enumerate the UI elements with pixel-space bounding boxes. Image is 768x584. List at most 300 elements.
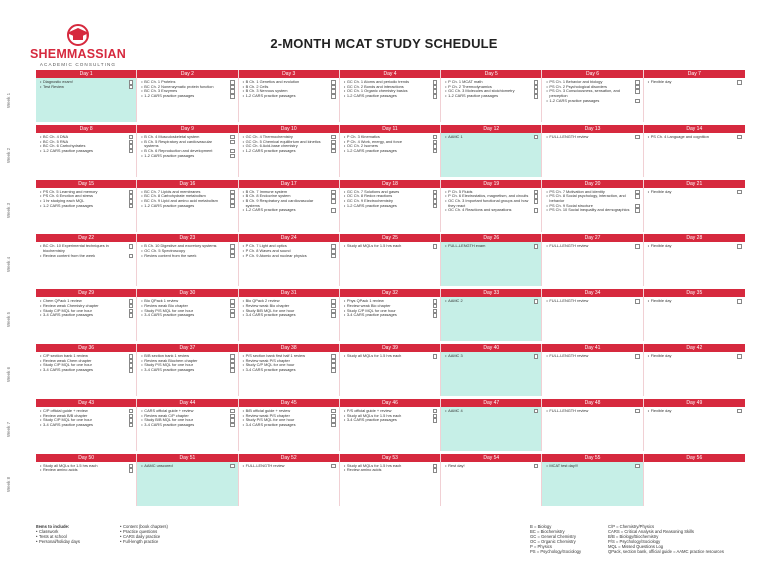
task-item xyxy=(648,409,732,414)
day-cell xyxy=(644,70,745,122)
task-checkbox[interactable] xyxy=(331,199,336,204)
task-checkbox[interactable] xyxy=(129,368,134,373)
task-item xyxy=(344,313,427,318)
task-text: Review weak Chem chapter xyxy=(43,357,92,363)
task-text: 1-2 CARS practice passages xyxy=(144,93,195,99)
task-checkbox[interactable] xyxy=(129,244,134,249)
task-text: B Ch. 2 Cells xyxy=(245,83,269,89)
task-text: OC Ch. 1 Organic chemistry basics xyxy=(346,88,408,94)
day-header: Day 46 xyxy=(340,399,440,407)
task-text: 3-4 CARS practice passages xyxy=(144,421,195,427)
task-checkbox[interactable] xyxy=(433,94,438,99)
day-header: Day 25 xyxy=(340,234,440,242)
day-cell xyxy=(542,399,643,451)
day-cell xyxy=(340,344,441,396)
task-checkbox[interactable] xyxy=(433,204,438,209)
task-checkbox[interactable] xyxy=(129,204,134,209)
task-list xyxy=(340,352,440,359)
task-text: Review weak Bio chapter xyxy=(346,302,391,308)
week-label: Week 8 xyxy=(6,476,11,492)
task-checkbox[interactable] xyxy=(129,85,134,90)
task-checkbox[interactable] xyxy=(129,254,134,259)
task-text: 3-4 CARS practice passages xyxy=(43,367,93,373)
day-cell xyxy=(36,399,137,451)
task-checkbox[interactable] xyxy=(433,244,438,249)
task-checkbox[interactable] xyxy=(635,89,640,94)
task-text: Review amino acids xyxy=(346,467,382,473)
task-text: Rest day! xyxy=(448,462,465,468)
task-list xyxy=(644,133,745,140)
task-list xyxy=(36,188,136,209)
day-cell xyxy=(542,454,643,506)
task-text: B Ch. 9 Respiratory and cardiovascular systems xyxy=(245,198,314,208)
abbreviation-item: B/B = Biology/Biochemistry xyxy=(608,534,659,540)
task-text: Diagnostic exam! xyxy=(43,79,73,84)
task-text: GC Ch. 9 Electrochemistry xyxy=(346,198,393,203)
task-text: GC Ch. 6 Acid-base chemistry xyxy=(245,143,298,149)
task-text: P Ch. 8 Waves and sound xyxy=(245,248,291,254)
task-item xyxy=(40,149,123,154)
task-checkbox[interactable] xyxy=(737,409,742,414)
task-item xyxy=(40,85,123,90)
task-text: P Ch. 1 MCAT math xyxy=(448,79,483,84)
task-item xyxy=(445,244,528,249)
task-list xyxy=(542,78,642,104)
task-text: Phys QPack 1 review xyxy=(346,298,384,304)
task-list xyxy=(239,188,339,214)
task-text: BC Ch. 2 Nonenzymatic protein function xyxy=(144,83,214,89)
task-text: 1-2 CARS practice passages xyxy=(448,93,499,99)
day-header: Day 41 xyxy=(542,344,642,352)
task-text: BC Ch. 6 Carbohydrates xyxy=(43,143,86,149)
abbreviation-item: P = Physics xyxy=(530,544,552,550)
day-header: Day 29 xyxy=(36,289,136,297)
task-item xyxy=(445,299,528,304)
task-list xyxy=(441,133,541,140)
task-text: Study C/P MQL for one hour xyxy=(43,307,92,313)
task-list xyxy=(644,462,745,464)
task-text: AAMC 1 xyxy=(448,133,463,139)
brand-subtitle: ACADEMIC CONSULTING xyxy=(39,62,117,67)
week-row xyxy=(36,125,745,177)
task-checkbox[interactable] xyxy=(635,194,640,199)
task-text: PS Ch. 10 Social inequality and demographics xyxy=(549,207,630,213)
task-list xyxy=(644,242,745,249)
day-cell xyxy=(239,180,340,232)
task-text: Flexible day xyxy=(650,407,672,413)
task-text: Study all MQLs for 1.5 hrs each xyxy=(346,462,402,468)
task-list xyxy=(36,462,136,473)
task-item xyxy=(344,149,427,154)
task-list xyxy=(340,188,440,209)
task-list xyxy=(137,188,237,209)
task-text: BC Ch. 10 Experimental techniques in biochemistry xyxy=(43,243,109,254)
task-checkbox[interactable] xyxy=(230,140,235,145)
task-checkbox[interactable] xyxy=(534,354,539,359)
task-text: P Ch. 3 Kinematics xyxy=(346,133,380,139)
task-text: GC Ch. 1 Atoms and periodic trends xyxy=(346,79,410,84)
task-text: OC Ch. 5 Spectroscopy xyxy=(144,248,186,254)
task-text: PS Ch. 8 Social psychology, interaction, and behavior xyxy=(549,193,626,203)
task-checkbox[interactable] xyxy=(534,409,539,414)
task-item xyxy=(546,244,629,249)
abbreviation-item: B = Biology xyxy=(530,524,552,529)
schedule-grid xyxy=(6,70,745,511)
day-cell xyxy=(239,454,340,506)
footer-include xyxy=(36,524,80,544)
task-text: 1-2 CARS practice passages xyxy=(144,202,195,208)
day-header: Day 7 xyxy=(644,70,745,78)
task-list xyxy=(441,188,541,214)
task-text: Review weak Biochem chapter xyxy=(144,357,198,363)
task-text: GC Ch. 3 Molecules and stoichiometry xyxy=(448,88,515,94)
task-text: Study all MQLs for 1.5 hrs each xyxy=(346,353,402,358)
task-text: Bio QPack 1 review xyxy=(144,298,179,304)
task-list xyxy=(36,407,136,428)
task-item xyxy=(40,313,123,318)
task-checkbox[interactable] xyxy=(331,149,336,154)
day-cell xyxy=(644,289,745,341)
task-list xyxy=(542,297,642,304)
task-item xyxy=(445,354,528,359)
day-cell xyxy=(441,454,542,506)
task-text: 3-4 CARS practice passages xyxy=(245,312,296,318)
task-checkbox[interactable] xyxy=(635,464,640,469)
task-checkbox[interactable] xyxy=(129,468,134,473)
task-item xyxy=(344,204,427,209)
task-item xyxy=(141,464,224,469)
task-checkbox[interactable] xyxy=(534,208,539,213)
task-text: Study B/B MQL for one hour xyxy=(144,417,194,423)
task-checkbox[interactable] xyxy=(433,418,438,423)
task-type-item: • CARS daily practice xyxy=(120,534,168,539)
task-type-item: • Full-length practice xyxy=(120,539,168,544)
day-header: Day 5 xyxy=(441,70,541,78)
task-list xyxy=(644,352,745,359)
task-text: Study all MQLs for 1.5 hrs each xyxy=(346,243,402,249)
day-header: Day 23 xyxy=(137,234,237,242)
task-checkbox[interactable] xyxy=(737,135,742,140)
day-cell xyxy=(542,125,643,177)
task-checkbox[interactable] xyxy=(635,354,640,359)
day-header: Day 27 xyxy=(542,234,642,242)
task-text: P Ch. 7 Light and optics xyxy=(245,243,287,249)
task-list xyxy=(36,297,136,318)
task-text: P/S section bank first half 1 review xyxy=(245,353,306,358)
task-text: 3-4 CARS practice passages xyxy=(346,312,397,318)
task-text: PS Ch. 1 Behavior and biology xyxy=(549,79,603,84)
day-header: Day 51 xyxy=(137,454,237,462)
task-checkbox[interactable] xyxy=(433,149,438,154)
task-text: 3-4 CARS practice passages xyxy=(43,312,93,318)
task-checkbox[interactable] xyxy=(230,204,235,209)
abbreviation-item: C/P = Chemistry/Physics xyxy=(608,524,655,529)
task-text: BC Ch. 1 Proteins xyxy=(144,79,176,84)
task-list xyxy=(542,407,642,414)
task-text: AAMC unscored xyxy=(144,462,173,468)
day-header: Day 3 xyxy=(239,70,339,78)
task-text: MCAT test day!!! xyxy=(549,462,579,468)
task-text: P/S official guide + review xyxy=(346,407,392,413)
abbreviation-item: BC = Biochemistry xyxy=(530,529,565,535)
task-text: AAMC 2 xyxy=(448,298,463,304)
task-checkbox[interactable] xyxy=(635,244,640,249)
day-cell xyxy=(36,180,137,232)
day-cell xyxy=(137,70,238,122)
task-checkbox[interactable] xyxy=(230,254,235,259)
task-item xyxy=(445,409,528,414)
task-checkbox[interactable] xyxy=(635,135,640,140)
day-header: Day 21 xyxy=(644,180,745,188)
task-text: FULL-LENGTH review xyxy=(549,133,589,139)
task-checkbox[interactable] xyxy=(534,464,539,469)
day-cell xyxy=(36,344,137,396)
task-checkbox[interactable] xyxy=(534,94,539,99)
task-checkbox[interactable] xyxy=(331,368,336,373)
task-item xyxy=(243,208,326,213)
task-text: OC Ch. 2 Isomers xyxy=(346,143,378,149)
day-header: Day 52 xyxy=(239,454,339,462)
task-text: FULL-LENGTH review xyxy=(549,353,589,358)
task-checkbox[interactable] xyxy=(331,313,336,318)
task-text: Study all MQLs for 1.5 hrs each xyxy=(43,462,98,468)
task-checkbox[interactable] xyxy=(331,94,336,99)
task-text: B Ch. 7 Immune system xyxy=(245,188,288,194)
task-list xyxy=(36,352,136,373)
task-item xyxy=(40,468,123,473)
task-item xyxy=(445,464,528,469)
task-list xyxy=(137,242,237,258)
task-text: Study all MQLs for 1.5 hrs each xyxy=(346,412,402,418)
task-text: Study C/P MQL for one hour xyxy=(245,362,295,368)
task-checkbox[interactable] xyxy=(433,354,438,359)
day-cell xyxy=(239,399,340,451)
task-text: B Ch. 6 Reproduction and development xyxy=(144,147,213,153)
task-list xyxy=(542,462,642,469)
task-text: FULL-LENGTH review xyxy=(549,407,589,413)
day-cell xyxy=(137,344,238,396)
task-text: C/P official guide + review xyxy=(43,407,88,413)
task-list xyxy=(441,462,541,469)
task-text: PS Ch. 4 Language and cognition xyxy=(650,133,709,139)
task-list xyxy=(239,242,339,258)
task-checkbox[interactable] xyxy=(737,190,742,195)
day-cell xyxy=(137,234,238,286)
include-heading: Items to include: xyxy=(36,524,70,529)
task-item xyxy=(141,94,224,99)
task-item xyxy=(648,80,732,85)
day-cell xyxy=(239,289,340,341)
task-text: 1-2 CARS practice passages xyxy=(549,97,600,103)
task-text: OC Ch. 4 Reactions and separations xyxy=(448,207,512,213)
task-checkbox[interactable] xyxy=(635,99,640,104)
task-list xyxy=(137,462,237,469)
task-checkbox[interactable] xyxy=(230,423,235,428)
task-item xyxy=(546,464,629,469)
abbreviation-item: PS = Psychology/Sociology xyxy=(530,549,582,555)
day-cell xyxy=(644,454,745,506)
task-checkbox[interactable] xyxy=(534,199,539,204)
day-header: Day 11 xyxy=(340,125,440,133)
day-header: Day 14 xyxy=(644,125,745,133)
task-text: B Ch. 8 Endocrine system xyxy=(245,193,291,199)
day-header: Day 40 xyxy=(441,344,541,352)
task-checkbox[interactable] xyxy=(737,244,742,249)
task-text: PS Ch. 6 Emotion and stress xyxy=(43,193,93,199)
task-text: B Ch. 3 Nervous system xyxy=(245,88,288,94)
task-item xyxy=(546,299,629,304)
task-checkbox[interactable] xyxy=(534,244,539,249)
task-type-item: • Content (book chapters) xyxy=(120,524,168,529)
task-text: P Ch. 9 Atomic and nuclear physics xyxy=(245,252,307,258)
task-checkbox[interactable] xyxy=(129,149,134,154)
task-item xyxy=(344,468,427,473)
day-cell xyxy=(644,125,745,177)
day-header: Day 28 xyxy=(644,234,745,242)
task-checkbox[interactable] xyxy=(433,468,438,473)
task-text: 3-4 CARS practice passages xyxy=(144,367,195,373)
day-cell xyxy=(137,289,238,341)
task-text: P Ch. 2 Thermodynamics xyxy=(448,83,492,89)
week-label: Week 7 xyxy=(6,421,11,437)
task-item xyxy=(243,254,326,259)
day-header: Day 9 xyxy=(137,125,237,133)
task-text: AAMC 3 xyxy=(448,353,463,358)
task-checkbox[interactable] xyxy=(230,154,235,159)
abbreviation-item: P/S = Psychology/Sociology xyxy=(608,539,661,545)
task-text: Study C/P MQL for one hour xyxy=(43,362,92,368)
task-text: FULL-LENGTH review xyxy=(245,462,285,468)
day-cell xyxy=(644,399,745,451)
abbreviation-item: GC = General Chemistry xyxy=(530,534,576,540)
task-text: PS Ch. 7 Motivation and identity xyxy=(549,188,605,194)
task-list xyxy=(239,352,339,373)
task-checkbox[interactable] xyxy=(129,313,134,318)
day-cell xyxy=(441,180,542,232)
task-checkbox[interactable] xyxy=(635,409,640,414)
day-cell xyxy=(340,70,441,122)
day-cell xyxy=(137,399,238,451)
day-header: Day 43 xyxy=(36,399,136,407)
footer-abbreviations-1 xyxy=(530,524,581,555)
task-checkbox[interactable] xyxy=(129,423,134,428)
footer-task-types xyxy=(120,524,168,544)
task-checkbox[interactable] xyxy=(230,313,235,318)
brand-name: SHEMMASSIAN xyxy=(30,47,126,61)
task-checkbox[interactable] xyxy=(534,135,539,140)
task-list xyxy=(239,407,339,428)
task-item xyxy=(40,254,123,259)
task-checkbox[interactable] xyxy=(331,208,336,213)
task-list xyxy=(542,352,642,359)
day-cell xyxy=(542,344,643,396)
task-text: 1-2 CARS practice passages xyxy=(346,202,397,208)
task-checkbox[interactable] xyxy=(534,299,539,304)
task-text: B Ch. 5 Respiratory and cardiovascular systems xyxy=(144,138,212,149)
task-list xyxy=(36,78,136,89)
day-header: Day 2 xyxy=(137,70,237,78)
day-header: Day 18 xyxy=(340,180,440,188)
task-text: P Ch. 4 Work, energy, and force xyxy=(346,138,402,144)
task-list xyxy=(239,297,339,318)
day-header: Day 47 xyxy=(441,399,541,407)
task-text: 1-2 CARS practice passages xyxy=(346,93,397,99)
task-text: FULL-LENGTH review xyxy=(549,243,589,249)
task-checkbox[interactable] xyxy=(230,464,235,469)
task-item xyxy=(648,244,732,249)
day-header: Day 19 xyxy=(441,180,541,188)
task-checkbox[interactable] xyxy=(635,299,640,304)
task-checkbox[interactable] xyxy=(635,208,640,213)
task-item xyxy=(141,204,224,209)
task-checkbox[interactable] xyxy=(737,299,742,304)
day-header: Day 33 xyxy=(441,289,541,297)
day-header: Day 42 xyxy=(644,344,745,352)
task-text: GC Ch. 7 Solutions and gases xyxy=(346,188,400,194)
task-text: Review content from the week xyxy=(43,252,96,258)
day-cell xyxy=(441,70,542,122)
task-item xyxy=(243,149,326,154)
abbreviation-item: CARS = Critical Analysis and Reasoning Skills xyxy=(608,529,694,535)
task-text: Flexible day xyxy=(650,79,672,84)
task-list xyxy=(340,462,440,473)
task-item xyxy=(141,313,224,318)
task-list xyxy=(137,297,237,318)
task-text: Study C/P MQL for one hour xyxy=(346,307,396,313)
task-text: Flexible day xyxy=(650,188,672,194)
day-cell xyxy=(36,125,137,177)
task-list xyxy=(340,133,440,154)
task-text: B Ch. 4 Musculoskeletal system xyxy=(144,133,200,139)
task-checkbox[interactable] xyxy=(230,94,235,99)
task-checkbox[interactable] xyxy=(331,464,336,469)
task-text: AAMC 4 xyxy=(448,407,463,413)
task-item xyxy=(243,94,326,99)
task-text: 1 hr studying each MQL xyxy=(43,198,85,203)
task-text: PS Ch. 3 Consciousness, sensation, and perception xyxy=(549,88,620,99)
task-text: P Ch. 5 Fluids xyxy=(448,188,473,194)
task-item xyxy=(546,208,629,213)
day-header: Day 55 xyxy=(542,454,642,462)
task-list xyxy=(239,462,339,469)
week-label: Week 3 xyxy=(6,202,11,218)
day-header: Day 17 xyxy=(239,180,339,188)
task-checkbox[interactable] xyxy=(331,423,336,428)
day-cell xyxy=(340,180,441,232)
task-list xyxy=(137,133,237,159)
task-text: OC Ch. 8 Redox reactions xyxy=(346,193,393,199)
task-item xyxy=(546,99,629,104)
task-checkbox[interactable] xyxy=(433,313,438,318)
day-header: Day 37 xyxy=(137,344,237,352)
task-text: 3-4 CARS practice passages xyxy=(144,312,195,318)
day-cell xyxy=(340,289,441,341)
task-item xyxy=(141,254,224,259)
task-text: B Ch. 10 Digestive and excretory systems xyxy=(144,243,217,249)
abbreviation-item: QPack, section bank, official guide = AAMC practice resources xyxy=(608,549,724,555)
task-checkbox[interactable] xyxy=(230,368,235,373)
day-header: Day 56 xyxy=(644,454,745,462)
task-checkbox[interactable] xyxy=(331,254,336,259)
day-header: Day 54 xyxy=(441,454,541,462)
task-checkbox[interactable] xyxy=(737,80,742,85)
task-item xyxy=(546,409,629,414)
day-header: Day 48 xyxy=(542,399,642,407)
day-header: Day 4 xyxy=(340,70,440,78)
task-checkbox[interactable] xyxy=(737,354,742,359)
task-list xyxy=(441,352,541,359)
task-list xyxy=(340,242,440,249)
